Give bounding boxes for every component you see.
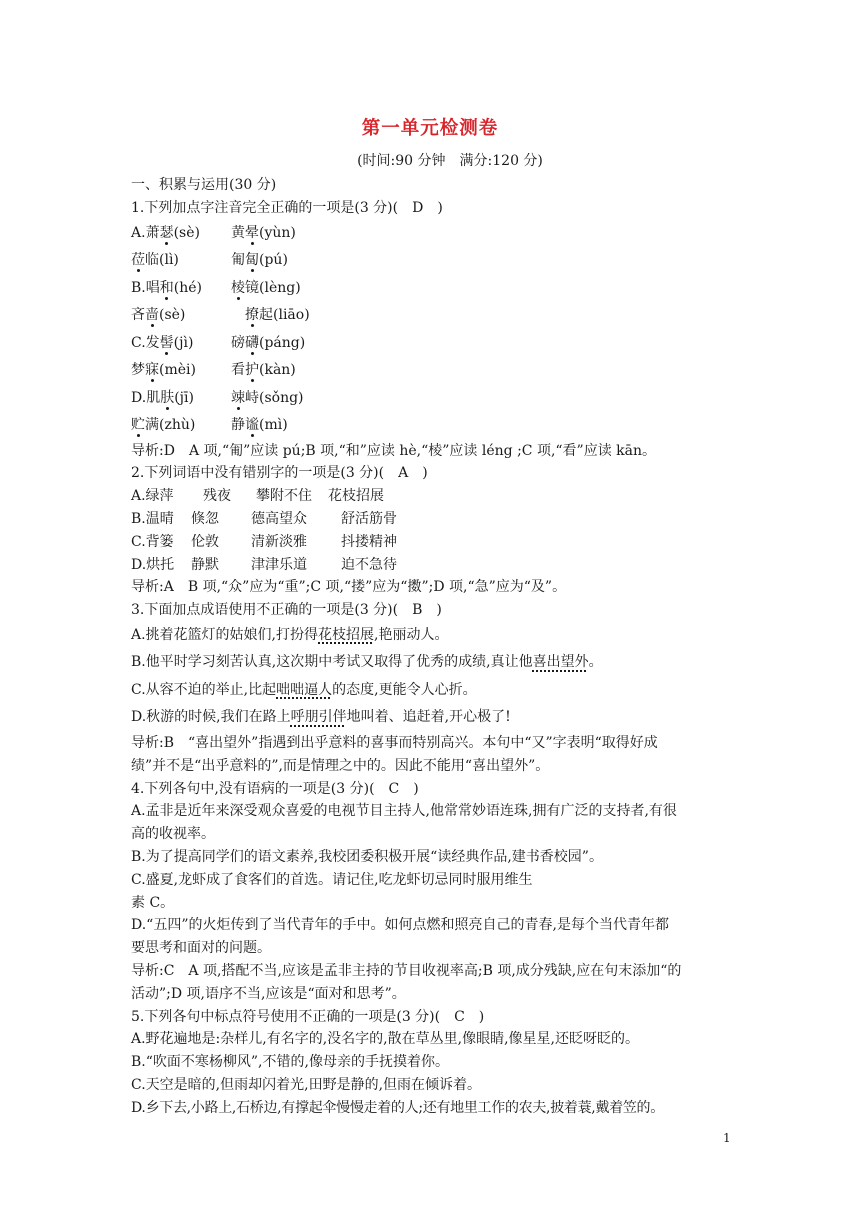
exam-body <box>131 174 733 1120</box>
q1-analysis: 导析:D A 项,“匍”应读 pú;B 项,“和”应读 hè,“棱”应读 léng ;C 项,“看”应读 kān。 <box>131 442 657 459</box>
q5-option-c: C.天空是暗的,但雨却闪着光,田野是静的,但雨在倾诉着。 <box>131 1076 482 1093</box>
q2-option-a: A.绿萍 残夜 攀附不住 花枝招展 <box>131 488 384 505</box>
q1-option-a: A.萧瑟(sè) 黄晕(yùn) <box>131 224 296 241</box>
q4-option-d: D.“五四”的火炬传到了当代青年的手中。如何点燃和照亮自己的青春,是每个当代青年都 <box>131 917 669 934</box>
q1-option-c-cont: 梦寐(mèi) 看护(kàn) <box>131 362 296 379</box>
q2-option-d: D.烘托 静默 津津乐道 迫不急待 <box>131 556 397 573</box>
q1-option-a-cont: 莅临(lì) 匍匐(pú) <box>131 252 288 269</box>
q3-option-a: A.挑着花篮灯的姑娘们,打扮得花枝招展,艳丽动人。 <box>131 626 449 643</box>
q3-option-d: D.秋游的时候,我们在路上呼朋引伴地叫着、追赶着,开心极了! <box>131 709 511 726</box>
page-title: 第一单元检测卷 <box>361 118 499 139</box>
q4-option-a: A.孟非是近年来深受观众喜爱的电视节目主持人,他常常妙语连珠,拥有广泛的支持者,有很 <box>131 803 677 820</box>
q5-stem: 5.下列各句中标点符号使用不正确的一项是(3 分)( C ) <box>131 1008 485 1025</box>
q3-analysis-cont: 绩”并不是“出乎意料的”,而是情理之中的。因此不能用“喜出望外”。 <box>131 757 550 774</box>
q2-option-b: B.温晴 倏忽 德高望众 舒活筋骨 <box>131 510 397 527</box>
q5-option-b: B.“吹面不寒杨柳风”,不错的,像母亲的手抚摸着你。 <box>131 1054 449 1071</box>
q1-option-c: C.发髻(jì) 磅礴(páng) <box>131 334 306 351</box>
q4-option-c: C.盛夏,龙虾成了食客们的首选。请记住,吃龙虾切忌同时服用维生 <box>131 871 533 888</box>
q5-option-a: A.野花遍地是:杂样儿,有名字的,没名字的,散在草丛里,像眼睛,像星星,还眨呀眨的。 <box>131 1031 639 1048</box>
q3-analysis: 导析:B “喜出望外”指遇到出乎意料的喜事而特别高兴。本句中“又”字表明“取得好成 <box>131 734 658 751</box>
q5-option-d: D.乡下去,小路上,石桥边,有撑起伞慢慢走着的人;还有地里工作的农夫,披着蓑,戴着笠的。 <box>131 1099 664 1116</box>
exam-subtitle: (时间:90 分钟 满分:120 分) <box>357 153 543 169</box>
q2-analysis: 导析:A B 项,“众”应为“重”;C 项,“搂”应为“擞”;D 项,“急”应为“及”。 <box>131 579 567 596</box>
page-number: 1 <box>723 1131 731 1145</box>
q3-stem: 3.下面加点成语使用不正确的一项是(3 分)( B ) <box>131 602 442 619</box>
q4-option-b: B.为了提高同学们的语文素养,我校团委积极开展“读经典作品,建书香校园”。 <box>131 848 603 865</box>
q4-option-d-cont: 要思考和面对的问题。 <box>131 940 271 957</box>
q4-option-a-cont: 高的收视率。 <box>131 826 215 843</box>
q2-stem: 2.下列词语中没有错别字的一项是(3 分)( A ) <box>131 465 428 482</box>
q3-option-c: C.从容不迫的举止,比起咄咄逼人的态度,更能令人心折。 <box>131 681 477 698</box>
section-heading: 一、积累与运用(30 分) <box>131 177 277 193</box>
q1-stem: 1.下列加点字注音完全正确的一项是(3 分)( D ) <box>131 199 443 216</box>
q1-option-b-cont: 吝啬(sè) 撩起(liāo) <box>131 307 310 324</box>
q4-analysis-cont: 活动”;D 项,语序不当,应该是“面对和思考”。 <box>131 985 406 1002</box>
q4-stem: 4.下列各句中,没有语病的一项是(3 分)( C ) <box>131 780 419 797</box>
q1-option-b: B.唱和(hé) 棱镜(lèng) <box>131 279 301 296</box>
q2-option-c: C.背篓 伦敦 清新淡雅 抖搂精神 <box>131 533 397 550</box>
q1-option-d-cont: 贮满(zhù) 静谧(mì) <box>131 417 288 434</box>
q1-option-d: D.肌肤(jī) 竦峙(sǒng) <box>131 389 304 406</box>
q4-option-c-cont: 素 C。 <box>131 894 175 911</box>
q3-option-b: B.他平时学习刻苦认真,这次期中考试又取得了优秀的成绩,真让他喜出望外。 <box>131 654 603 671</box>
q4-analysis: 导析:C A 项,搭配不当,应该是孟非主持的节目收视率高;B 项,成分残缺,应在句末添加“的 <box>131 962 682 979</box>
